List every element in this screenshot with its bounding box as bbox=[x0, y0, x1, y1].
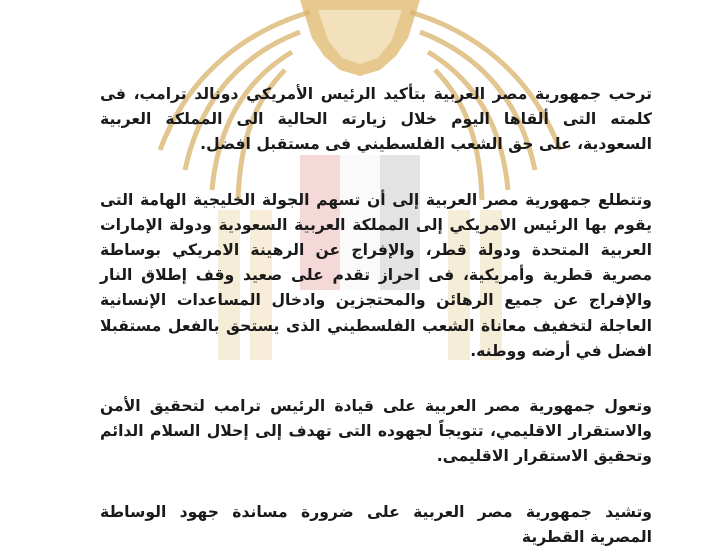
paragraph-1: ترحب جمهورية مصر العربية بتأكيد الرئيس الأمريكي دونالد ترامب، فى كلمته التى ألقاها اليوم خلال زيارته الحالية الى المملكة العربية السعودية، على حق الشعب الفلسطيني فى مستقبل افضل. bbox=[100, 85, 652, 154]
paragraph-2: وتتطلع جمهورية مصر العربية إلى أن تسهم الجولة الخليجية الهامة التى يقوم بها الرئيس الامريكي إلى المملكة العربية السعودية ودولة الإمارات العربية المتحدة ودولة قطر، والإفراج عن الرهينة الامريكي بوساطة مصرية قطرية وأمريكية، فى احراز تقدم على صعيد وقف إطلاق النار والإفراج عن جميع الرهائن والمحتجزين وادخال المساعدات الإنسانية العاجلة لتخفيف معاناة الشعب الفلسطيني الذى يستحق بالفعل مستقبلا افضل في أرضه ووطنه. bbox=[100, 190, 652, 360]
paragraph-4: وتشيد جمهورية مصر العربية على ضرورة مساندة جهود الوساطة المصرية القطرية bbox=[100, 502, 652, 546]
paragraph-3: وتعول جمهورية مصر العربية على قيادة الرئيس ترامب لتحقيق الأمن والاستقرار الاقليمي، تتويجاً لجهوده التى تهدف إلى إحلال السلام الدائم وتحقيق الاستقرار الاقليمى. bbox=[100, 397, 652, 466]
eagle-head-icon bbox=[300, 0, 420, 76]
statement-body bbox=[100, 82, 652, 550]
